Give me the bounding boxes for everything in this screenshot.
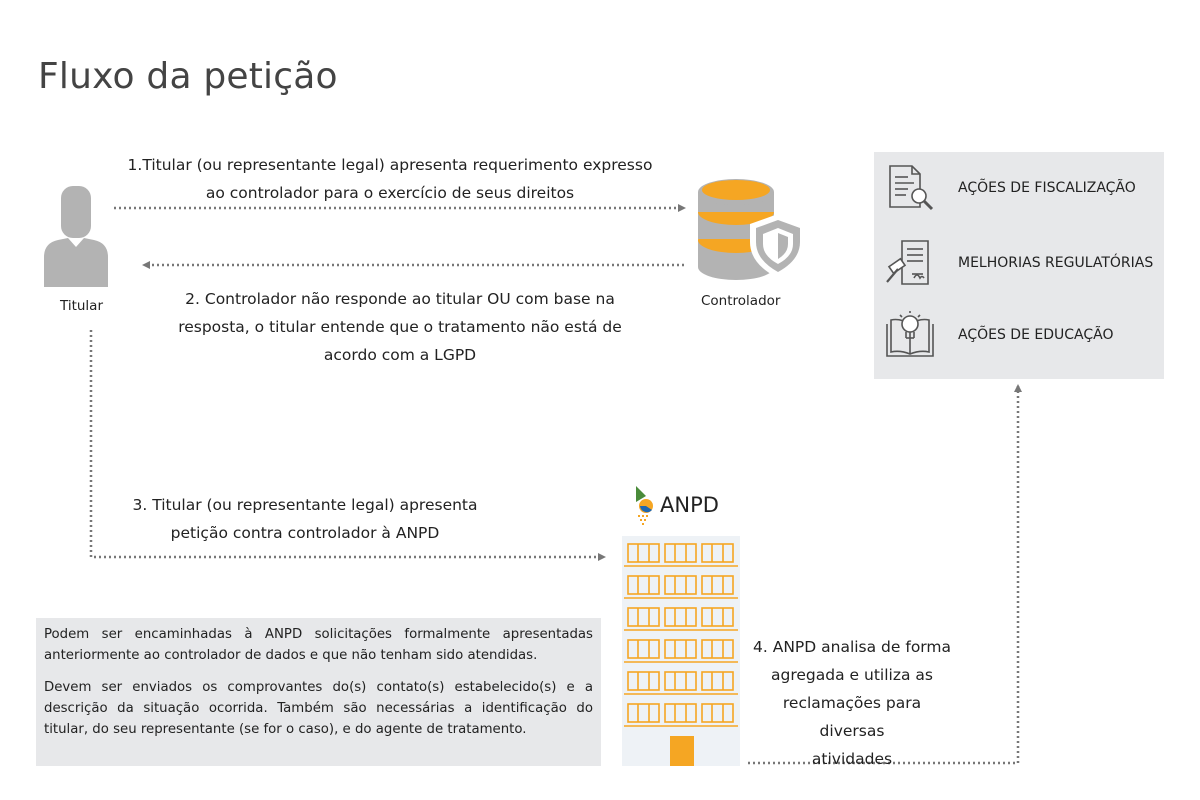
database-shield-icon <box>698 178 808 282</box>
action-label: MELHORIAS REGULATÓRIAS <box>958 255 1154 271</box>
inspection-document-icon <box>884 163 936 213</box>
step1-text: 1.Titular (ou representante legal) apresenta requerimento expresso ao controlador para o exercício de seus direitos <box>127 156 653 202</box>
gavel-document-icon <box>884 238 936 288</box>
info-box <box>36 618 601 766</box>
titular-label: Titular <box>60 298 104 314</box>
person-icon <box>44 185 108 287</box>
action-educacao <box>884 310 1164 360</box>
lightbulb-book-icon <box>884 310 936 360</box>
step4-text: 4. ANPD analisa de forma agregada e utiliza as reclamações para diversas atividades <box>753 638 951 768</box>
anpd-logo-text: ANPD <box>660 493 719 517</box>
action-label: AÇÕES DE FISCALIZAÇÃO <box>958 180 1136 196</box>
anpd-logo-icon <box>632 484 658 526</box>
action-label: AÇÕES DE EDUCAÇÃO <box>958 327 1114 343</box>
controlador-label: Controlador <box>701 293 781 309</box>
building-icon <box>622 536 740 766</box>
step3-text: 3. Titular (ou representante legal) apresenta petição contra controlador à ANPD <box>132 496 478 542</box>
info-paragraph: Podem ser encaminhadas à ANPD solicitações formalmente apresentadas anteriormente ao controlador de dados e que não tenham sido atendidas. <box>44 627 593 663</box>
anpd-logo <box>632 484 719 526</box>
step2-text: 2. Controlador não responde ao titular OU com base na resposta, o titular entende que o tratamento não está de acordo com a LGPD <box>178 290 622 364</box>
actions-panel <box>874 152 1164 379</box>
action-fiscalizacao <box>884 163 1164 213</box>
info-paragraph: Devem ser enviados os comprovantes do(s) contato(s) estabelecido(s) e a descrição da situação ocorrida. Também são necessárias a identificação do titular, do seu representante (se for o caso), e do agente de tratamento. <box>44 680 593 737</box>
page-title: Fluxo da petição <box>38 56 338 97</box>
action-regulatorias <box>884 238 1164 288</box>
